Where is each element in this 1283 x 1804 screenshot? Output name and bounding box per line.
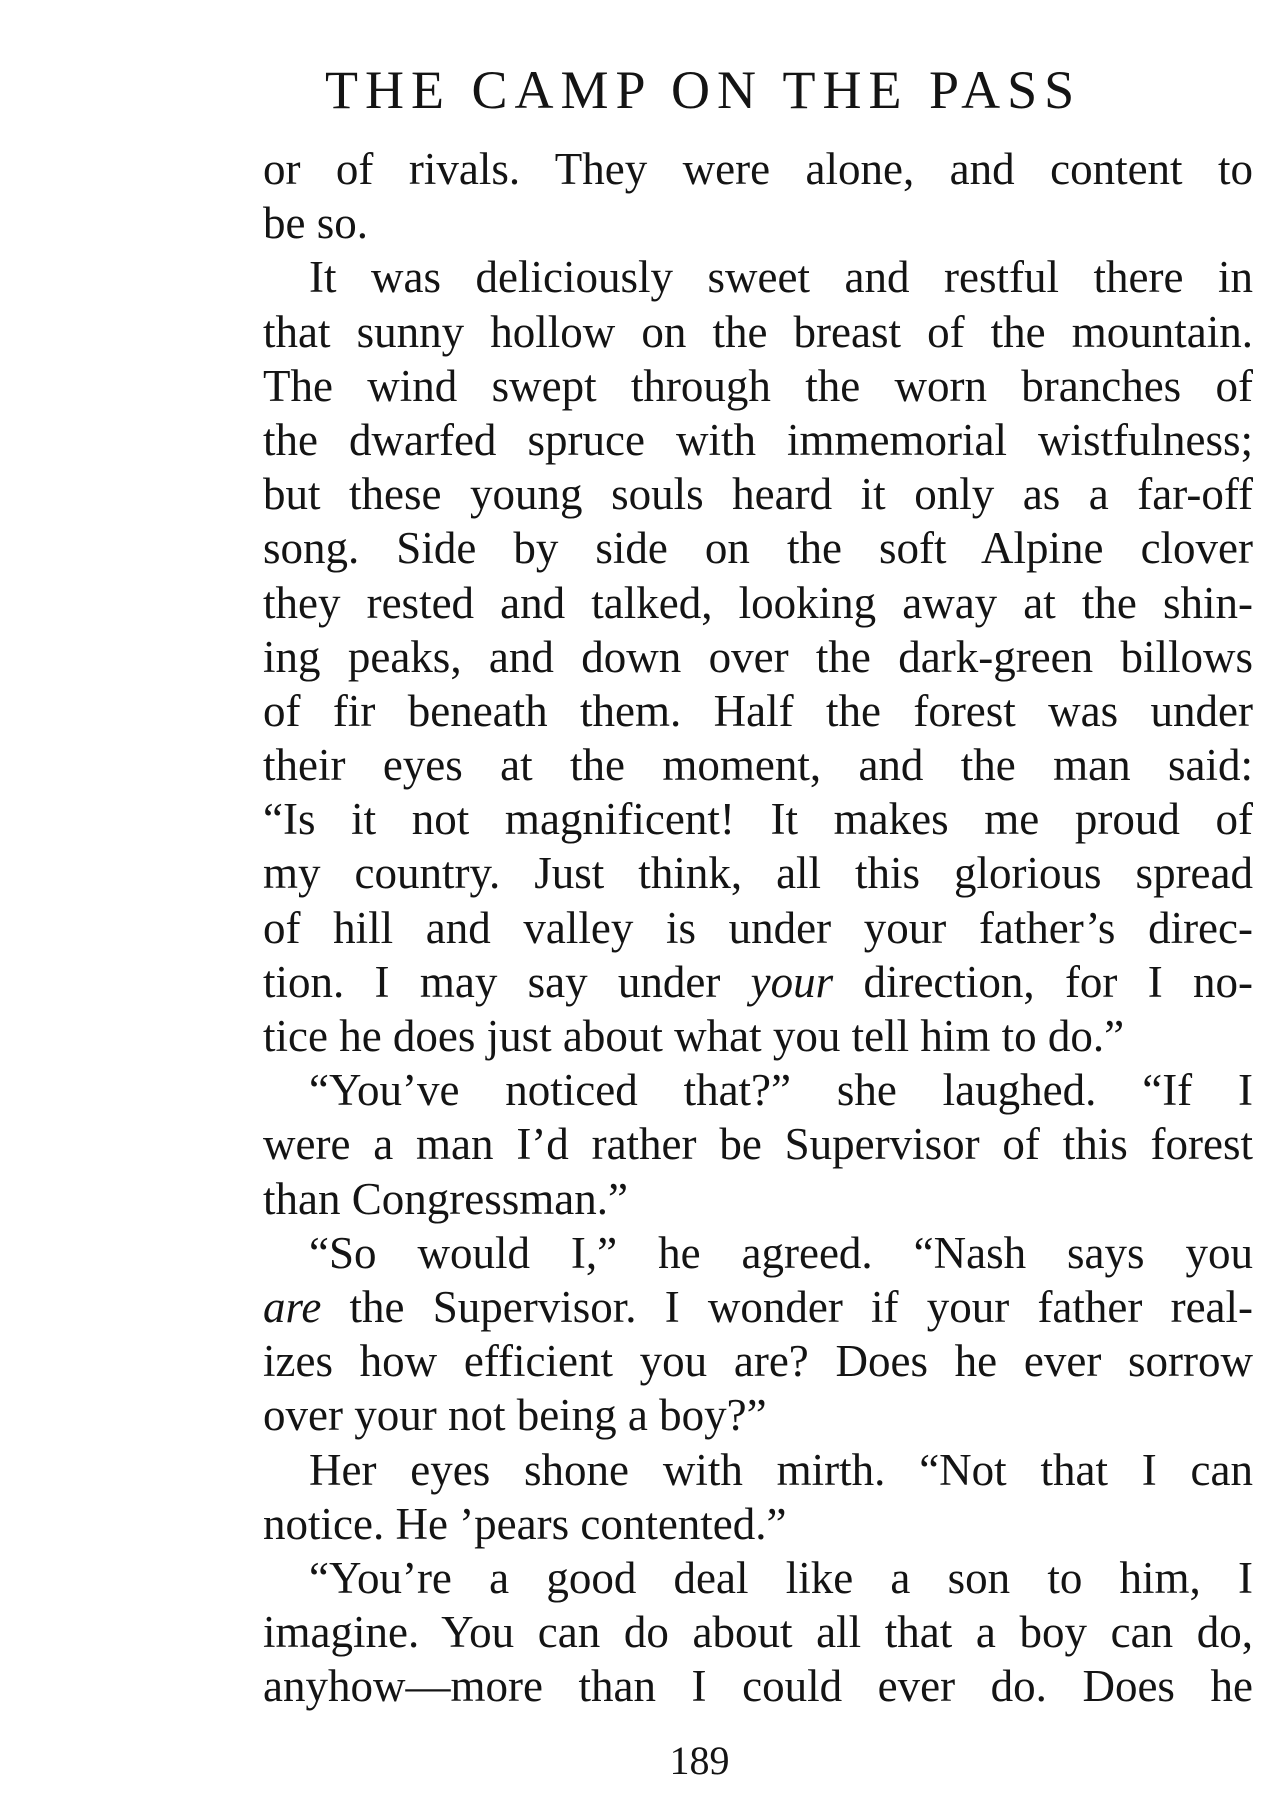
text-line: song. Side by side on the soft Alpine clover — [263, 523, 1253, 574]
text-line: “You’ve noticed that?” she laughed. “If I — [309, 1065, 1253, 1116]
text-line: but these young souls heard it only as a far-off — [263, 469, 1253, 520]
italic-word: are — [263, 1281, 322, 1332]
text-line: ing peaks, and down over the dark-green billows — [263, 631, 1253, 682]
text-line: of fir beneath them. Half the forest was under — [263, 685, 1253, 736]
text-line — [263, 955, 1253, 1009]
text-line: be so. — [263, 198, 368, 249]
text-line: anyhow—more than I could ever do. Does he — [263, 1661, 1253, 1712]
text-line: or of rivals. They were alone, and content to — [263, 144, 1253, 194]
text-line: The wind swept through the worn branches of — [263, 360, 1253, 411]
running-head: THE CAMP ON THE PASS — [325, 60, 1082, 120]
text-line: my country. Just think, all this glorious spread — [263, 848, 1253, 899]
text-line: izes how efficient you are? Does he ever sorrow — [263, 1336, 1253, 1387]
text-line: they rested and talked, looking away at the shin- — [263, 577, 1253, 628]
text-line — [263, 1280, 1253, 1334]
text-run: tion. I may say under — [263, 956, 751, 1007]
text-line: their eyes at the moment, and the man said: — [263, 740, 1253, 791]
text-line: “Is it not magnificent! It makes me proud of — [263, 794, 1253, 845]
text-line: over your not being a boy?” — [263, 1390, 767, 1441]
text-line: Her eyes shone with mirth. “Not that I can — [309, 1444, 1253, 1495]
text-run: the Supervisor. I wonder if your father real- — [321, 1281, 1253, 1332]
text-line: notice. He ’pears contented.” — [263, 1498, 787, 1549]
italic-word: your — [750, 956, 834, 1007]
text-line: than Congressman.” — [263, 1173, 628, 1224]
text-line: tice he does just about what you tell him to do.” — [263, 1011, 1125, 1061]
text-line: the dwarfed spruce with immemorial wistfulness; — [263, 414, 1253, 465]
text-line: of hill and valley is under your father’s direc- — [263, 902, 1253, 953]
text-line: “So would I,” he agreed. “Nash says you — [309, 1227, 1253, 1278]
text-line: that sunny hollow on the breast of the mountain. — [263, 306, 1253, 357]
text-line: “You’re a good deal like a son to him, I — [309, 1552, 1253, 1603]
body-text — [263, 142, 1253, 1713]
text-line: imagine. You can do about all that a boy can do, — [263, 1607, 1253, 1658]
text-line: were a man I’d rather be Supervisor of this forest — [263, 1119, 1253, 1170]
page-number: 189 — [669, 1738, 730, 1783]
text-line: It was deliciously sweet and restful there in — [309, 252, 1253, 303]
text-run: direction, for I no- — [833, 956, 1253, 1007]
